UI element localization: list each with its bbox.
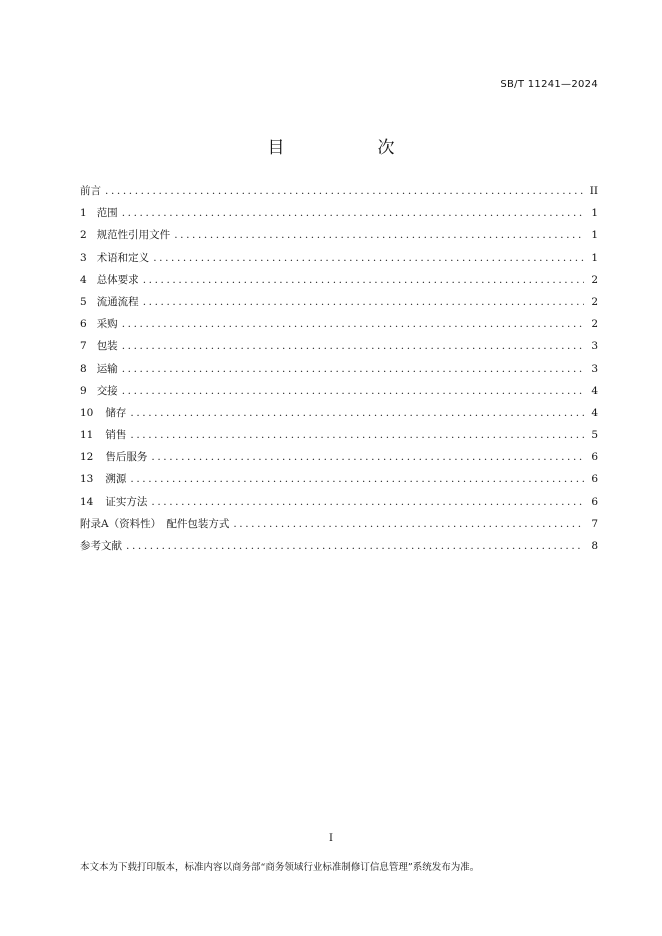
toc-entry-label: 总体要求	[96, 273, 139, 286]
toc-entry-foreword[interactable]	[80, 180, 598, 202]
toc-entry-label: 规范性引用文件	[96, 229, 171, 242]
toc-entry-14[interactable]	[80, 491, 598, 513]
toc-entry-page: 6	[591, 495, 598, 508]
toc-entry-number: 8	[80, 362, 87, 375]
toc-leader-dots	[151, 446, 584, 468]
toc-leader-dots	[174, 224, 584, 246]
toc-entry-page: II	[589, 185, 598, 197]
toc-entry-label: 溯源	[105, 473, 127, 486]
toc-entry-bibliography[interactable]	[80, 535, 598, 557]
toc-title: 目 次	[267, 138, 433, 158]
toc-entry-page: 6	[591, 473, 598, 486]
toc-entry-label: 交接	[96, 384, 118, 397]
toc-leader-dots	[153, 247, 584, 269]
toc-leader-dots	[130, 402, 584, 424]
toc-entry-4[interactable]	[80, 269, 598, 291]
toc-entry-5[interactable]	[80, 291, 598, 313]
toc-entry-page: 2	[591, 318, 598, 331]
toc-entry-number: 2	[80, 229, 87, 242]
table-of-contents	[80, 180, 598, 557]
toc-entry-6[interactable]	[80, 313, 598, 335]
toc-entry-number: 1	[80, 207, 87, 220]
toc-leader-dots	[122, 202, 584, 224]
toc-leader-dots	[122, 380, 584, 402]
toc-entry-page: 1	[591, 229, 598, 242]
toc-entry-number: 3	[80, 251, 87, 264]
toc-entry-number: 11	[80, 429, 94, 442]
toc-entry-label: 参考文献	[80, 540, 122, 552]
toc-entry-page: 4	[591, 406, 598, 419]
toc-entry-page: 6	[591, 451, 598, 464]
toc-entry-label: 销售	[105, 429, 127, 442]
toc-entry-number: 9	[80, 384, 87, 397]
toc-leader-dots	[143, 291, 584, 313]
toc-entry-page: 2	[591, 295, 598, 308]
toc-entry-page: 3	[591, 362, 598, 375]
toc-entry-page: 8	[591, 540, 598, 552]
toc-entry-page: 4	[591, 384, 598, 397]
toc-entry-label: 附录A（资料性） 配件包装方式	[80, 517, 230, 530]
toc-entry-number: 14	[80, 495, 94, 508]
toc-entry-appendix-a[interactable]	[80, 513, 598, 535]
footer-note: 本文本为下载打印版本，标准内容以商务部“商务领域行业标准制修订信息管理”系统发布为准。	[80, 862, 480, 873]
toc-leader-dots	[130, 468, 584, 490]
toc-entry-2[interactable]	[80, 224, 598, 246]
toc-entry-number: 4	[80, 273, 87, 286]
toc-entry-13[interactable]	[80, 468, 598, 490]
toc-leader-dots	[122, 313, 584, 335]
toc-entry-number: 12	[80, 451, 94, 464]
toc-leader-dots	[151, 491, 584, 513]
toc-leader-dots	[122, 358, 584, 380]
toc-entry-page: 1	[591, 251, 598, 264]
toc-entry-number: 13	[80, 473, 94, 486]
toc-entry-page: 1	[591, 207, 598, 220]
toc-leader-dots	[122, 335, 584, 357]
toc-entry-1[interactable]	[80, 202, 598, 224]
toc-entry-label: 术语和定义	[96, 251, 150, 264]
toc-entry-label: 范围	[96, 207, 118, 220]
toc-entry-page: 5	[591, 429, 598, 442]
toc-entry-9[interactable]	[80, 380, 598, 402]
toc-entry-7[interactable]	[80, 335, 598, 357]
toc-entry-page: 7	[591, 517, 598, 530]
toc-leader-dots	[233, 513, 584, 535]
toc-entry-label: 前言	[80, 185, 101, 197]
toc-entry-number: 5	[80, 295, 87, 308]
toc-entry-label: 采购	[96, 318, 118, 331]
toc-leader-dots	[143, 269, 584, 291]
toc-entry-12[interactable]	[80, 446, 598, 468]
toc-entry-page: 2	[591, 273, 598, 286]
toc-entry-3[interactable]	[80, 247, 598, 269]
toc-entry-label: 包装	[96, 340, 118, 353]
page-number: I	[329, 833, 333, 844]
toc-entry-number: 7	[80, 340, 87, 353]
toc-entry-label: 运输	[96, 362, 118, 375]
toc-entry-page: 3	[591, 340, 598, 353]
toc-leader-dots	[130, 424, 584, 446]
toc-entry-label: 售后服务	[105, 451, 148, 464]
document-code: SB/T 11241—2024	[500, 79, 598, 90]
toc-entry-label: 证实方法	[105, 495, 148, 508]
toc-entry-11[interactable]	[80, 424, 598, 446]
toc-entry-number: 10	[80, 406, 94, 419]
toc-entry-label: 储存	[105, 406, 127, 419]
toc-entry-10[interactable]	[80, 402, 598, 424]
toc-entry-label: 流通流程	[96, 295, 139, 308]
toc-leader-dots	[126, 535, 584, 557]
toc-entry-number: 6	[80, 318, 87, 331]
toc-leader-dots	[105, 180, 584, 202]
toc-entry-8[interactable]	[80, 358, 598, 380]
